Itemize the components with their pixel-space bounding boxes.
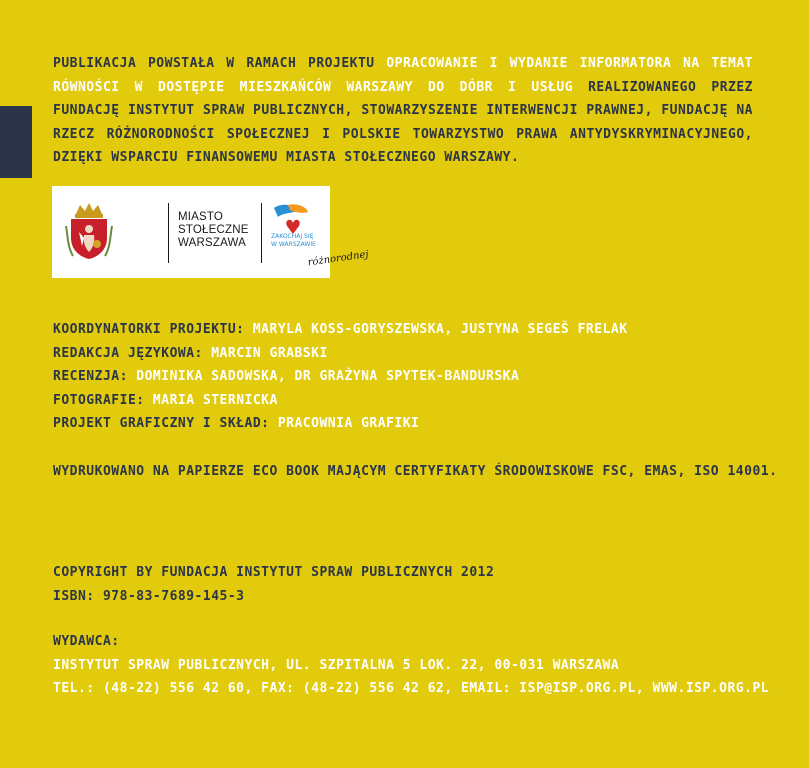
credit-label: PROJEKT GRAFICZNY I SKŁAD: (53, 416, 270, 431)
credit-value: MARYLA KOSS-GORYSZEWSKA, JUSTYNA SEGEŠ FRELAK (252, 322, 628, 337)
credit-value: MARCIN GRABSKI (211, 345, 328, 361)
copyright-block (53, 561, 494, 608)
logo-divider (261, 203, 262, 263)
intro-paragraph (53, 52, 753, 170)
credit-row (53, 412, 628, 436)
side-tab-marker (0, 106, 32, 178)
publisher-block (53, 630, 769, 701)
print-note: WYDRUKOWANO NA PAPIERZE ECO BOOK MAJĄCYM CERTYFIKATY ŚRODOWISKOWE FSC, EMAS, ISO 14001. (53, 464, 778, 479)
city-logo-line-2: STOŁECZNE (178, 224, 249, 236)
warsaw-crest-icon (66, 202, 112, 260)
copyright-line: COPYRIGHT BY FUNDACJA INSTYTUT SPRAW PUBLICZNYCH 2012 (53, 565, 495, 580)
diversity-logo-line-1: zakochaj się (271, 233, 314, 240)
credit-row (53, 389, 628, 413)
intro-part2: REALIZOWANEGO PRZEZ FUNDACJĘ INSTYTUT SPRAW PUBLICZNYCH, STOWARZYSZENIE INTERWENCJI PRAWNEJ, FUNDACJĘ NA RZECZ RÓŻNORODNOŚCI SPOŁECZNEJ I POLSKIE TOWARZYSTWO PRAWA ANTYDYSKRYMINACYJNEGO, DZIĘKI WSPARCIU FINANSOWEMU MIASTA STOŁECZNEGO WARSZAWY. (53, 79, 754, 165)
publisher-contact: TEL.: (48-22) 556 42 60, FAX: (48-22) 556 42 62, EMAIL: ISP@ISP.ORG.PL, WWW.ISP.ORG.PL (53, 681, 770, 696)
credit-label: KOORDYNATORKI PROJEKTU: (53, 322, 245, 337)
isbn-line: ISBN: 978-83-7689-145-3 (53, 588, 245, 604)
credit-value: DOMINIKA SADOWSKA, DR GRAŻYNA SPYTEK-BANDURSKA (136, 369, 520, 384)
credit-value: MARIA STERNICKA (152, 392, 278, 408)
credit-label: REDAKCJA JĘZYKOWA: (53, 345, 203, 361)
credit-row (53, 318, 628, 342)
credit-label: RECENZJA: (53, 369, 128, 384)
intro-part1: PUBLIKACJA POWSTAŁA W RAMACH PROJEKTU (53, 56, 375, 71)
diversity-logo-icon (270, 202, 316, 254)
credit-row (53, 342, 628, 366)
city-logo-line-1: MIASTO (178, 211, 224, 223)
publisher-address: INSTYTUT SPRAW PUBLICZNYCH, UL. SZPITALNA 5 LOK. 22, 00-031 WARSZAWA (53, 657, 620, 673)
partner-logos (52, 186, 370, 278)
publisher-heading: WYDAWCA: (53, 634, 120, 649)
diversity-logo-line-2: w Warszawie (271, 241, 316, 248)
city-logo-text (178, 211, 249, 250)
city-logo-line-3: WARSZAWA (178, 237, 247, 249)
logo-divider (168, 203, 169, 263)
credits-list (53, 318, 628, 436)
project-title: OPRACOWANIE I WYDANIE INFORMATORA NA TEMAT RÓWNOŚCI W DOSTĘPIE MIESZKAŃCÓW WARSZAWY DO DÓBR I USŁUG (53, 56, 753, 95)
diversity-logo-script: różnorodnej (307, 249, 370, 269)
credit-label: FOTOGRAFIE: (53, 392, 145, 408)
credit-row (53, 365, 628, 389)
credit-value: PRACOWNIA GRAFIKI (277, 416, 420, 431)
